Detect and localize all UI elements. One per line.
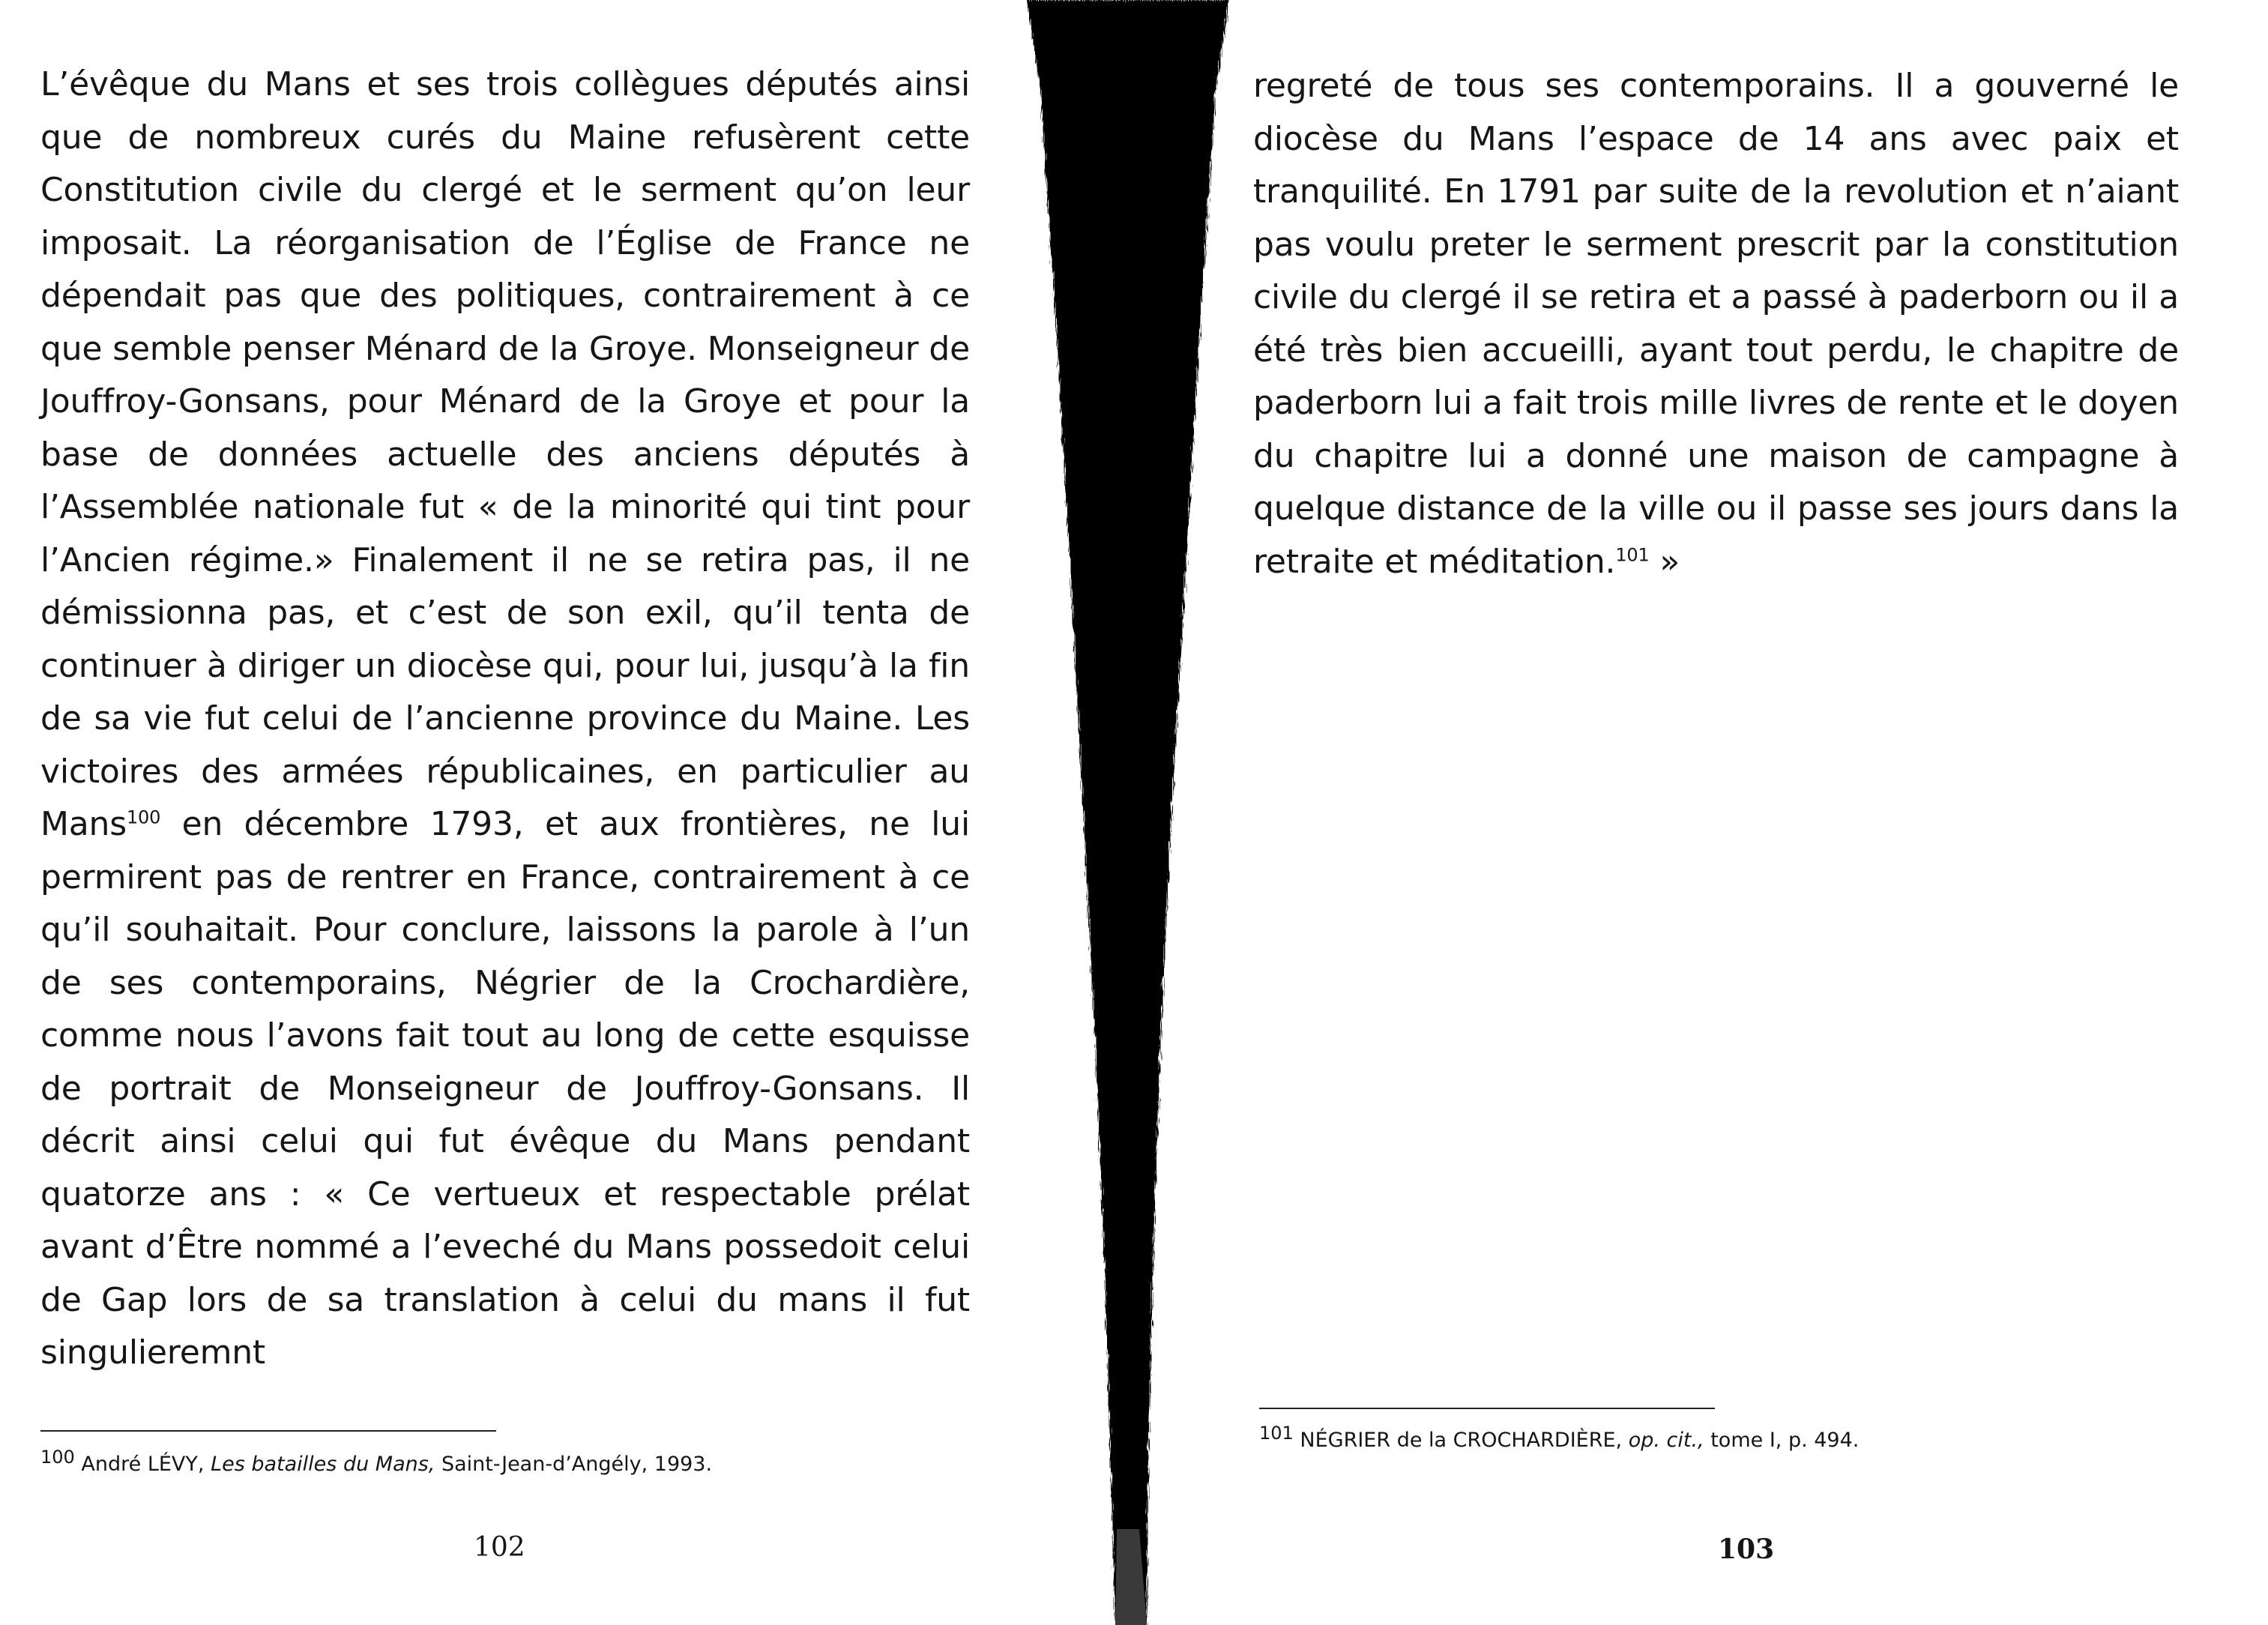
footnote-citation: op. cit.,	[1628, 1429, 1704, 1452]
right-footnote	[1259, 1423, 1860, 1454]
footnote-marker-101: 101	[1259, 1423, 1294, 1444]
footnote-publication: Saint-Jean-d’Angély, 1993.	[435, 1453, 713, 1476]
footnote-author: NÉGRIER de la CROCHARDIÈRE,	[1293, 1429, 1629, 1452]
left-page	[0, 0, 1049, 1625]
left-footnote	[40, 1447, 713, 1478]
footnote-volume-page: tome I, p. 494.	[1704, 1429, 1860, 1452]
book-gutter-shadow	[1027, 0, 1229, 1625]
right-page-number: 103	[1718, 1534, 1775, 1565]
right-page-body-text	[1253, 60, 2179, 588]
closing-quote: »	[1649, 542, 1680, 581]
footnote-reference-101: 101	[1615, 543, 1650, 565]
left-paragraph-part-2: en décembre 1793, et aux frontières, ne lui permirent pas de rentrer en France, contrairement à ce qu’il souhaitait. Pour conclure, laissons la parole à l’un de ses contemporains, Négrier de la Crochardière, comme nous l’avons fait tout au long de cette esquisse de portrait de Monseigneur de Jouffroy-Gonsans. Il décrit ainsi celui qui fut évêque du Mans pendant quatorze ans : « Ce vertueux et respectable prélat avant d’Être nommé a l’eveché du Mans possedoit celui de Gap lors de sa translation à celui du mans il fut singulieremnt	[40, 805, 970, 1372]
left-page-body-text	[40, 58, 970, 1380]
footnote-reference-100: 100	[126, 807, 161, 828]
left-footnote-divider	[40, 1430, 496, 1432]
right-paragraph: regreté de tous ses contemporains. Il a gouverné le diocèse du Mans l’espace de 14 ans avec paix et tranquilité. En 1791 par suite de la revolution et n’aiant pas voulu preter le serment prescrit par la constitution civile du clergé il se retira et a passé à paderborn ou il a été très bien accueilli, ayant tout perdu, le chapitre de paderborn lui a fait trois mille livres de rente et le doyen du chapitre lui a donné une maison de campagne à quelque distance de la ville ou il passe ses jours dans la retraite et méditation.	[1253, 67, 2179, 581]
left-paragraph-part-1: L’évêque du Mans et ses trois collègues députés ainsi que de nombreux curés du Maine refusèrent cette Constitution civile du clergé et le serment qu’on leur imposait. La réorganisation de l’Église de France ne dépendait pas que des politiques, contrairement à ce que semble penser Ménard de la Groye. Monseigneur de Jouffroy-Gonsans, pour Ménard de la Groye et pour la base de données actuelle des anciens députés à l’Assemblée nationale fut « de la minorité qui tint pour l’Ancien régime.» Finalement il ne se retira pas, il ne démissionna pas, et c’est de son exil, qu’il tenta de continuer à diriger un diocèse qui, pour lui, jusqu’à la fin de sa vie fut celui de l’ancienne province du Maine. Les victoires des armées républicaines, en particulier au Mans	[40, 65, 970, 843]
footnote-book-title: Les batailles du Mans,	[211, 1453, 435, 1476]
footnote-author: André LÉVY,	[74, 1453, 211, 1476]
left-page-number: 102	[474, 1532, 525, 1563]
right-page	[1214, 0, 2268, 1625]
footnote-marker-100: 100	[40, 1447, 75, 1468]
right-footnote-divider	[1259, 1408, 1715, 1409]
